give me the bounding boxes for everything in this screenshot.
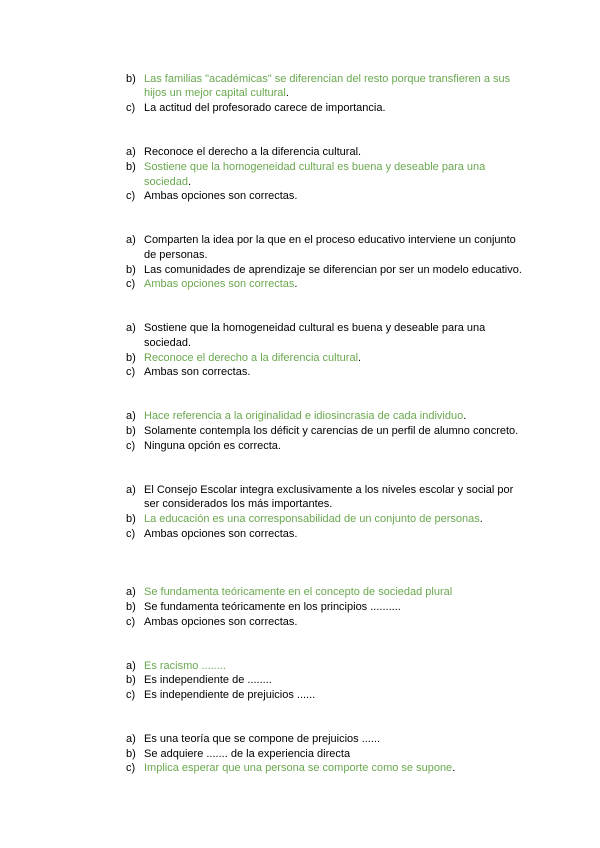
option-text-continuation: de personas. [144,249,208,261]
punctuation: . [188,176,192,188]
correct-text: Reconoce el derecho a la diferencia cultural [144,352,359,364]
option-text: La actitud del profesorado carece de importancia. [144,102,386,114]
option-letter: c) [126,440,136,452]
option-text: Es independiente de prejuicios ...... [144,689,316,701]
correct-text: Implica esperar que una persona se comporte como se supone [144,762,453,774]
correct-text: hijos un mejor capital cultural [144,87,286,99]
option-letter: a) [126,733,136,745]
option-text-correct: Las familias "académicas" se diferencian del resto porque transfieren a sus [144,73,511,85]
option-text-continuation [144,175,191,189]
option-text-correct: Sostiene que la homogeneidad cultural es buena y deseable para una [144,161,486,173]
option-letter: c) [126,278,136,290]
punctuation: . [479,513,483,525]
option-letter: a) [126,484,136,496]
option-text: El Consejo Escolar integra exclusivamente a los niveles escolar y social por [144,484,514,496]
option-text: Es una teoría que se compone de prejuicios ...... [144,733,381,745]
option-text: Ambas opciones son correctas. [144,616,298,628]
correct-text: Hace referencia a la originalidad e idiosincrasia de cada individuo [144,410,464,422]
option-letter: a) [126,660,136,672]
option-text-continuation: sociedad. [144,337,192,349]
option-letter: b) [126,73,136,85]
option-letter: b) [126,352,136,364]
option-letter: b) [126,161,136,173]
option-letter: a) [126,322,136,334]
option-letter: c) [126,366,136,378]
option-letter: b) [126,601,136,613]
option-text: Ambas son correctas. [144,366,251,378]
punctuation: . [294,278,298,290]
option-text: Ninguna opción es correcta. [144,440,281,452]
option-letter: a) [126,234,136,246]
option-text-correct: Se fundamenta teóricamente en el concepto de sociedad plural [144,586,453,598]
option-text: Se fundamenta teóricamente en los principios .......... [144,601,401,613]
option-text-correct [144,761,455,775]
option-text-continuation: ser considerados los más importantes. [144,498,333,510]
option-letter: c) [126,689,136,701]
option-letter: c) [126,190,136,202]
option-text-correct [144,351,361,365]
option-letter: a) [126,410,136,422]
option-text: Sostiene que la homogeneidad cultural es buena y deseable para una [144,322,486,334]
option-letter: c) [126,528,136,540]
option-text: Ambas opciones son correctas. [144,190,298,202]
option-text: Solamente contempla los déficit y carencias de un perfil de alumno concreto. [144,425,519,437]
correct-text: sociedad [144,176,189,188]
option-letter: b) [126,425,136,437]
option-text: Es independiente de ........ [144,674,272,686]
option-letter: c) [126,762,136,774]
option-letter: c) [126,102,136,114]
option-text: Reconoce el derecho a la diferencia cultural. [144,146,362,158]
punctuation: . [463,410,467,422]
option-text: Se adquiere ....... de la experiencia directa [144,748,351,760]
punctuation: . [452,762,456,774]
option-text: Las comunidades de aprendizaje se diferencian por ser un modelo educativo. [144,264,522,276]
punctuation: . [285,87,289,99]
correct-text: Ambas opciones son correctas [144,278,295,290]
option-letter: a) [126,146,136,158]
option-letter: c) [126,616,136,628]
option-text-correct [144,512,483,526]
option-text-correct: Es racismo ........ [144,660,226,672]
correct-text: La educación es una corresponsabilidad de un conjunto de personas [144,513,480,525]
option-letter: b) [126,264,136,276]
punctuation: . [358,352,362,364]
option-text: Comparten la idea por la que en el proceso educativo interviene un conjunto [144,234,516,246]
option-text: Ambas opciones son correctas. [144,528,298,540]
option-letter: a) [126,586,136,598]
option-text-continuation [144,86,289,100]
option-text-correct [144,277,297,291]
option-letter: b) [126,748,136,760]
option-letter: b) [126,674,136,686]
option-text-correct [144,409,466,423]
option-letter: b) [126,513,136,525]
